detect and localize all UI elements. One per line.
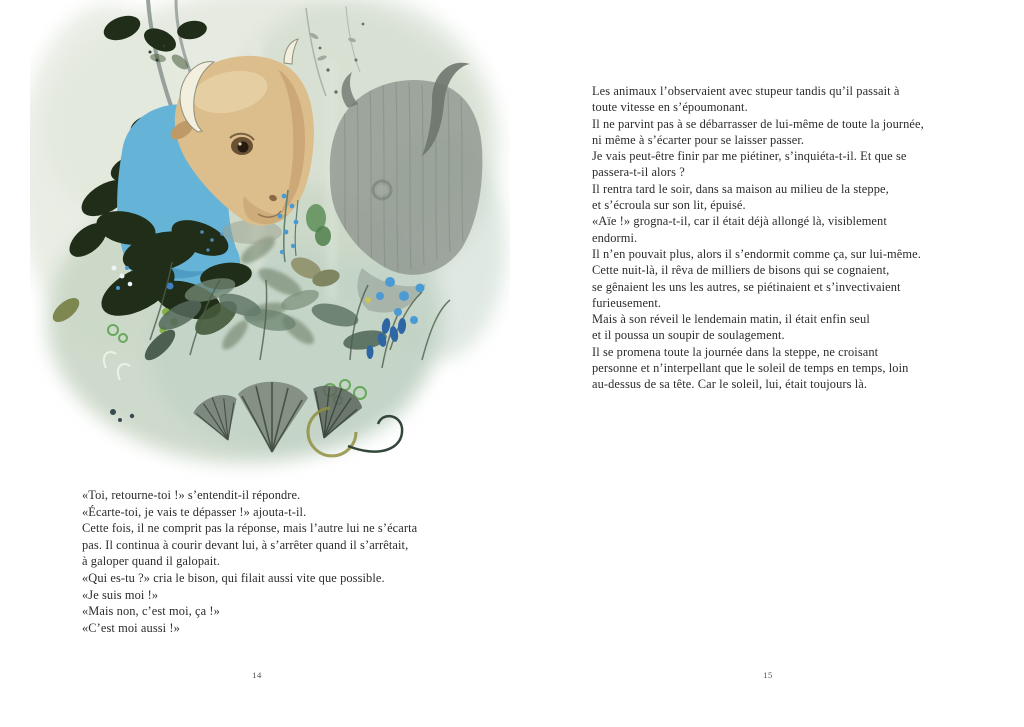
text-line: et il poussa un soupir de soulagement. (592, 328, 785, 343)
text-line: «Mais non, c’est moi, ça !» (82, 604, 220, 619)
page-number-right: 15 (763, 670, 773, 680)
right-text-block (592, 83, 992, 393)
text-line: et s’écroula sur son lit, épuisé. (592, 198, 746, 213)
text-line: passera-t-il alors ? (592, 165, 685, 180)
text-line: Il se promena toute la journée dans la steppe, ne croisant (592, 344, 879, 359)
text-line: «C’est moi aussi !» (82, 620, 180, 635)
text-line: «Écarte-toi, je vais te dépasser !» ajouta-t-il. (82, 504, 307, 519)
text-line: toute vitesse en s’époumonant. (592, 100, 748, 115)
text-line: endormi. (592, 230, 638, 245)
text-line: ni même à s’écarter pour se laisser passer. (592, 132, 805, 147)
storybook-illustration (30, 0, 510, 485)
text-line: à galoper quand il galopait. (82, 554, 221, 569)
text-line: Il n’en pouvait plus, alors il s’endormit comme ça, sur lui-même. (592, 246, 921, 261)
text-line: Il ne parvint pas à se débarrasser de lui-même de toute la journée, (592, 116, 924, 131)
text-line: pas. Il continua à courir devant lui, à s’arrêter quand il s’arrêtait, (82, 537, 409, 552)
text-line: personne et n’interpellant que le soleil de temps en temps, loin (592, 361, 909, 376)
text-line: au-dessus de sa tête. Car le soleil, lui, était toujours là. (592, 377, 868, 392)
text-line: «Je suis moi !» (82, 587, 159, 602)
text-line: Il rentra tard le soir, dans sa maison au milieu de la steppe, (592, 181, 889, 196)
text-line: Je vais peut-être finir par me piétiner, s’inquiéta-t-il. Et que se (592, 149, 907, 164)
text-line: se gênaient les uns les autres, se piétinaient et s’invectivaient (592, 279, 901, 294)
left-text-block (82, 487, 512, 636)
text-line: Cette nuit-là, il rêva de milliers de bisons qui se cognaient, (592, 263, 890, 278)
text-line: Les animaux l’observaient avec stupeur tandis qu’il passait à (592, 84, 900, 98)
text-line: «Toi, retourne-toi !» s’entendit-il répondre. (82, 488, 301, 502)
text-line: Mais à son réveil le lendemain matin, il était enfin seul (592, 312, 870, 327)
text-line: Cette fois, il ne comprit pas la réponse, mais l’autre lui ne s’écarta (82, 521, 418, 536)
text-line: «Qui es-tu ?» cria le bison, qui filait aussi vite que possible. (82, 570, 385, 585)
bison-illustration-svg (30, 0, 510, 485)
page-number-left: 14 (252, 670, 262, 680)
text-line: furieusement. (592, 295, 662, 310)
text-line: «Aïe !» grogna-t-il, car il était déjà allongé là, visiblement (592, 214, 887, 229)
